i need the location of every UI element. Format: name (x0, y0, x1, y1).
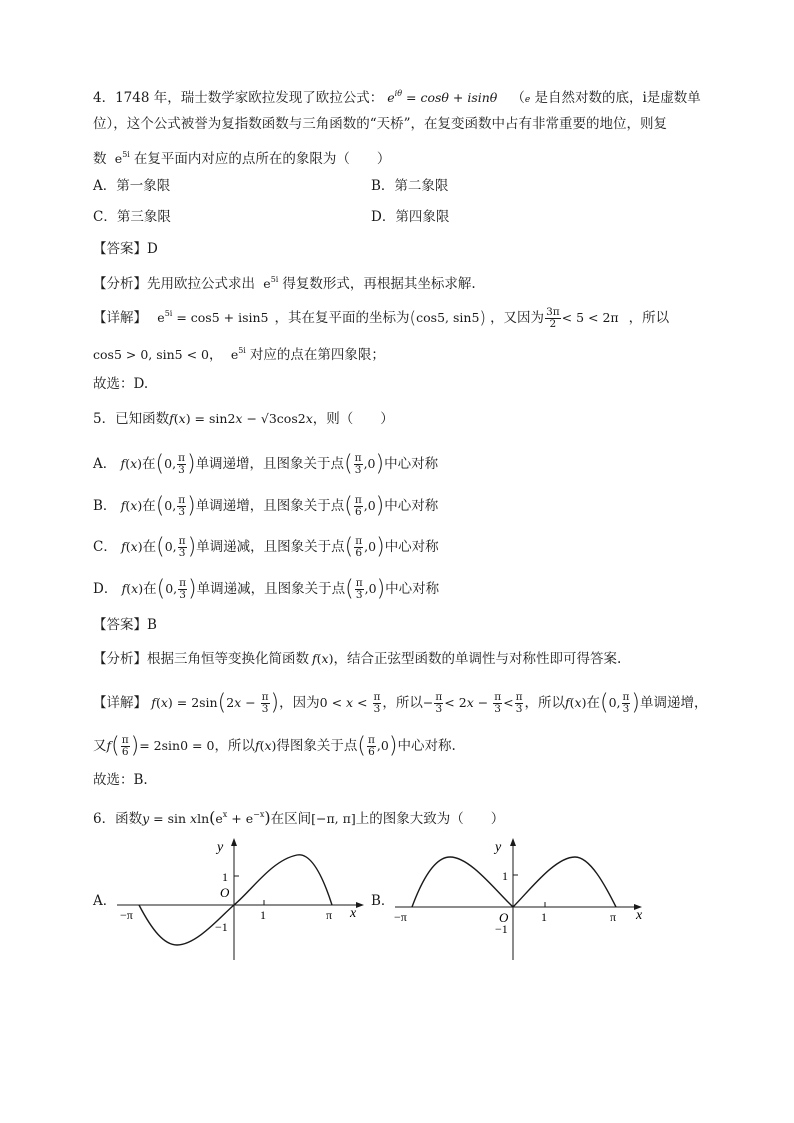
y-axis-arrow (510, 838, 516, 846)
q5-analysis: 【分析】根据三角恒等变换化简函数 f(x)，结合正弦型函数的单调性与对称性即可得答案. (93, 651, 622, 667)
q5-d2-so: ，所以 (214, 738, 255, 754)
q5-detail-label: 【详解】 (93, 695, 147, 711)
q4-analysis-label: 【分析】 (93, 276, 147, 292)
q5-in-word: 在 (142, 539, 157, 555)
q6-graph-b[interactable] (390, 835, 660, 965)
q4-stem-line2: 位），这个公式被誉为复指数函数与三角函数的“天桥”，在复变函数中占有非常重要的地位，则复 (93, 116, 668, 132)
q4-answer-label: 【答案】 (93, 241, 147, 257)
q4-detail-formula: $e^{5i} = \cos 5 + isin5$ (157, 309, 269, 325)
q4-note-text: 是自然对数的底，i是虚数单 (530, 90, 701, 106)
y-label: y (495, 840, 502, 855)
x-label: x (636, 908, 643, 923)
origin-label: O (499, 910, 509, 925)
q5-d1-so2: ，所以 (524, 695, 565, 711)
neg-pi-label: −π (394, 910, 407, 924)
q4-analysis-post: 得复数形式，再根据其坐标求解. (282, 276, 476, 292)
q5-option-a[interactable]: A． f(x)在(0, $\frac{\pi}{3}$ )单调递增，且图象关于点( $\frac{\pi}{3}$ ,0)中心对称 (93, 451, 439, 477)
q5-stem-post: ，则（ ） (312, 411, 394, 427)
q6-graph-a[interactable] (112, 835, 372, 965)
pi-label: π (326, 908, 333, 922)
x-label: x (350, 906, 357, 921)
q5-option-tail: 中心对称 (384, 539, 439, 555)
q4-e5i: $e^{5i}$ (114, 150, 130, 166)
neg-pi-label: −π (120, 908, 133, 922)
q4-option-a[interactable]: A．第一象限 (93, 178, 171, 194)
q5-in-word: 在 (142, 498, 156, 514)
q5-d2-also: 又 (93, 738, 107, 754)
q4-detail-quadrant: 对应的点在第四象限； (249, 347, 385, 363)
q4-note-e: e (524, 95, 531, 105)
q4-analysis (93, 271, 476, 293)
q4-detail-so: ，所以 (628, 310, 670, 326)
q6-stem-mid: 在区间 (270, 811, 312, 827)
curve-a (139, 855, 332, 945)
q4-detail-label: 【详解】 (93, 310, 147, 326)
q5-option-mono: 单调递增，且图象关于点 (195, 456, 345, 472)
q4-answer-value: D (147, 241, 158, 257)
q5-d2-graph: 得图象关于点 (276, 738, 358, 754)
q5-option-letter: B． (93, 498, 117, 514)
q4-stem-text: 4．1748 年，瑞士数学家欧拉发现了欧拉公式： (93, 90, 384, 106)
q5-d1-increasing: 单调递增， (640, 695, 708, 711)
y-neg-one-label: −1 (215, 920, 228, 934)
q4-stem-line3 (93, 146, 390, 168)
q5-detail-line2: 又f( $\frac{\pi}{6}$ )= 2sin0 = 0，所以f(x)得图象关于点( $\frac{\pi}{6}$ ,0)中心对称. (93, 733, 456, 759)
q4-detail-signs: cos5 > 0, sin5 < 0 (93, 347, 210, 362)
q5-option-tail: 中心对称 (384, 498, 439, 514)
x-axis-arrow (356, 902, 364, 908)
q4-detail-because: ，又因为 (490, 310, 545, 326)
q6-stem-interval: [−π, π] (311, 811, 356, 826)
q5-analysis-pre: 根据三角恒等变换化简函数 (147, 651, 309, 667)
q5-answer-label: 【答案】 (93, 617, 147, 633)
q5-option-letter: C． (93, 539, 117, 555)
y-neg-one-label: −1 (495, 922, 508, 936)
pi-label: π (610, 910, 617, 924)
q4-detail-comma: ， (209, 347, 223, 363)
q5-option-b[interactable]: B． f(x)在(0, $\frac{\pi}{3}$ )单调递增，且图象关于点( $\frac{\pi}{6}$ ,0)中心对称 (93, 493, 439, 519)
q5-d2-symmetric: 中心对称. (397, 738, 456, 754)
q5-conclusion: 故选：B. (93, 772, 148, 788)
q5-answer (93, 616, 157, 634)
q5-answer-value: B (147, 617, 157, 633)
q6-stem-pre: 6．函数 (93, 811, 143, 827)
q4-detail-frac: $\frac{3\pi}{2}$ (546, 306, 560, 330)
curve-b (412, 857, 616, 907)
q4-conclusion: 故选：D. (93, 376, 149, 392)
q5-analysis-post: ，结合正弦型函数的单调性与对称性即可得答案. (333, 651, 622, 667)
q6-stem-post: 上的图象大致为（ ） (355, 811, 505, 827)
q5-option-mono: 单调递增，且图象关于点 (195, 498, 345, 514)
q5-option-c[interactable]: C． f(x)在(0, $\frac{\pi}{3}$ )单调递减，且图象关于点( $\frac{\pi}{6}$ ,0)中心对称 (93, 534, 439, 560)
q6-stem: 6．函数$y = \sin xln(e^x + e^{-x})$在区间[−π, π]上的图象大致为（ ） (93, 808, 505, 827)
q4-note-open: （ (511, 90, 525, 106)
q4-detail-ineq: < 5 < 2π (561, 310, 619, 325)
q4-analysis-pre: 先用欧拉公式求出 (147, 276, 255, 292)
y-one-label: 1 (502, 869, 508, 883)
q4-option-b[interactable]: B．第二象限 (371, 178, 449, 194)
q4-analysis-exp: $e^{5i}$ (263, 275, 279, 291)
y-label: y (217, 840, 224, 855)
q4-option-c[interactable]: C．第三象限 (93, 209, 171, 225)
q4-detail-coord: (cos5, sin5) (409, 308, 487, 329)
q5-d1-in: 在 (586, 695, 600, 711)
q5-d2-value: = 2sin0 = 0 (139, 738, 215, 753)
x-one-label: 1 (260, 908, 266, 922)
q5-option-tail: 中心对称 (384, 456, 439, 472)
q5-option-mono: 单调递减，且图象关于点 (196, 539, 345, 555)
x-one-label: 1 (541, 910, 547, 924)
q4-euler-formula: $e^{i\theta} = \cos\theta + isin\theta$ (387, 89, 498, 105)
q4-stem-line1 (93, 85, 701, 109)
q5-option-d[interactable]: D． f(x)在(0, $\frac{\pi}{3}$ )单调递减，且图象关于点( $\frac{\pi}{3}$ ,0)中心对称 (93, 576, 440, 602)
q4-detail-coord-text: ，其在复平面的坐标为 (274, 310, 410, 326)
q4-line3-pre: 数 (93, 151, 107, 167)
q5-detail-line1: 【详解】 f(x) = 2sin(2x − $\frac{\pi}{3}$ )，因为0 < x < $\frac{\pi}{3}$ ，所以− $\frac{\pi}{3}$ < 2x − $\frac{\pi}{3}$ < $\frac{\pi}{3}$ ，所以f(x)在(0, $\frac{\pi}{3}$ )单调递增， (93, 690, 708, 716)
y-axis-arrow (231, 838, 237, 846)
q5-option-mono: 单调递减，且图象关于点 (196, 581, 346, 597)
q5-function: f (169, 411, 174, 426)
q4-detail-line1 (93, 305, 669, 330)
q4-detail-line2 (93, 342, 385, 364)
q4-detail-exp2: $e^{5i}$ (230, 346, 246, 362)
q5-option-tail: 中心对称 (385, 581, 440, 597)
q4-line3-post: 在复平面内对应的点所在的象限为（ ） (133, 151, 391, 167)
origin-label: O (220, 885, 230, 900)
q5-d1-because: ，因为 (279, 695, 320, 711)
q5-option-letter: A． (93, 456, 117, 472)
q5-in-word: 在 (142, 456, 156, 472)
q5-d1-so: ，所以 (382, 695, 423, 711)
q5-stem-pre: 5．已知函数 (93, 411, 170, 427)
q5-in-word: 在 (143, 581, 157, 597)
y-one-label: 1 (222, 870, 228, 884)
q5-option-letter: D． (93, 581, 118, 597)
q5-stem: 5．已知函数f(x) = sin2x − √3cos2x，则（ ） (93, 411, 394, 427)
q5-analysis-label: 【分析】 (93, 651, 147, 667)
q6-graph-a-label[interactable]: A． (93, 893, 117, 909)
q4-answer (93, 240, 158, 258)
q4-option-d[interactable]: D．第四象限 (371, 209, 450, 225)
q6-graph-b-label[interactable]: B． (371, 893, 395, 909)
